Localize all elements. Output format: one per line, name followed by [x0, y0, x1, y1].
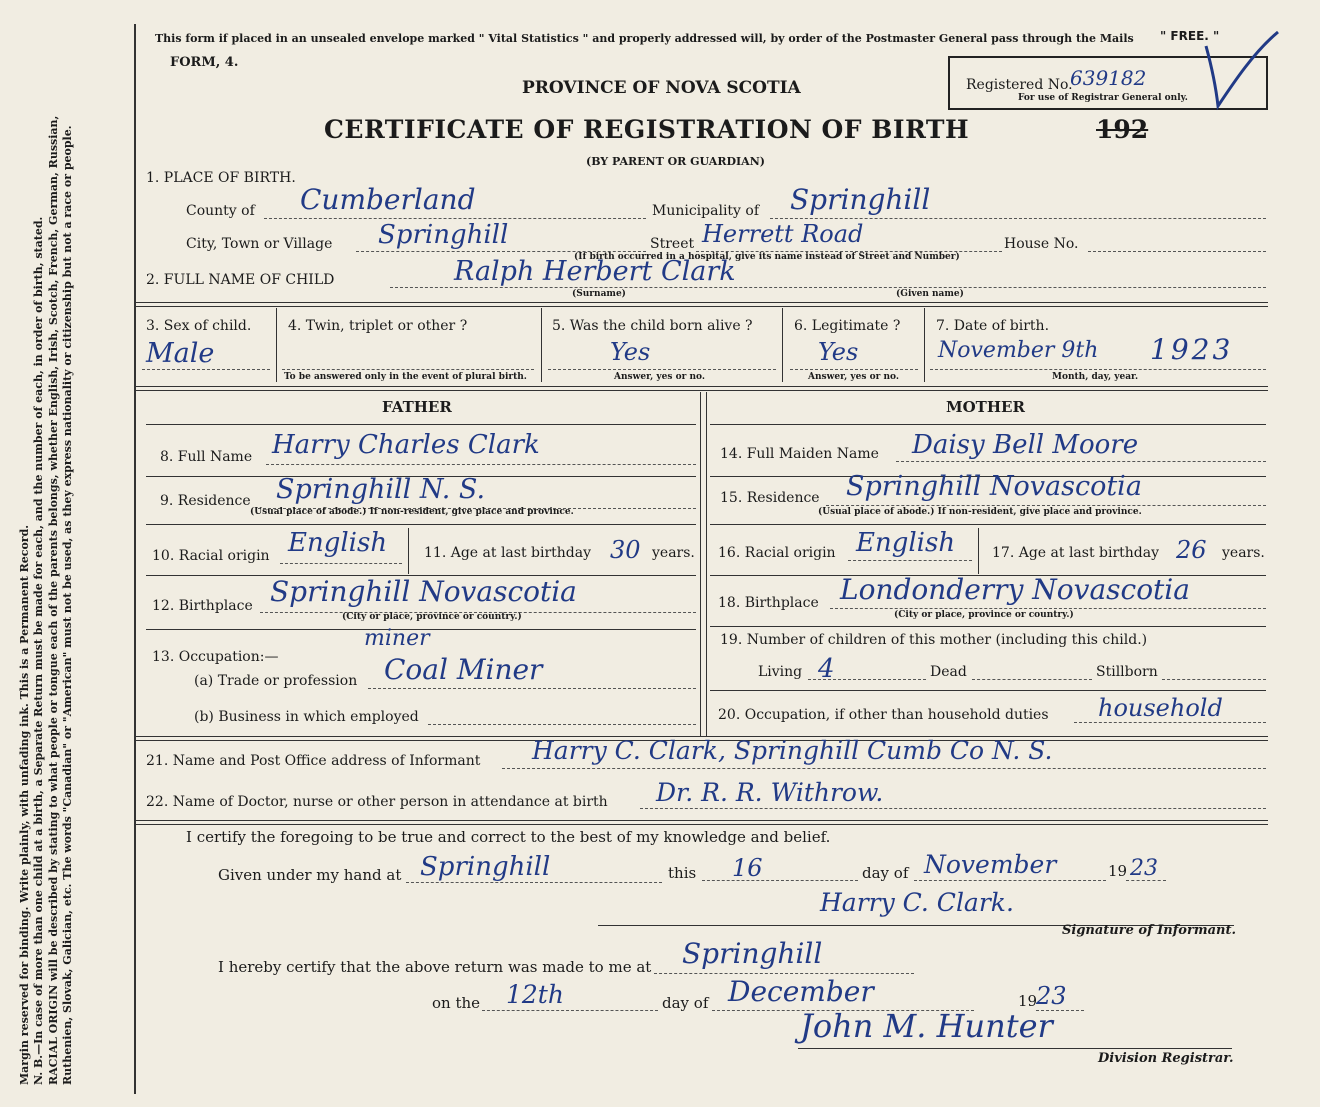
father-heading-rule	[146, 424, 696, 425]
given-place-value: Springhill	[420, 852, 551, 882]
mother-heading: MOTHER	[946, 398, 1025, 416]
registrar-note: For use of Registrar General only.	[1018, 93, 1188, 103]
margin-line-3: RACIAL ORIGIN will be described by stating to what people or tongue each of the parents belongs, whether English, Irish, Scotch, French, German, Russian,	[46, 115, 60, 1085]
alive-label: 5. Was the child born alive ?	[552, 318, 753, 334]
margin-line-1: Margin reserved for binding. Write plainly, with unfading ink. This is a Permanent Record.	[18, 524, 31, 1085]
father-years-label: years.	[652, 545, 695, 561]
registrar-year-prefix: 19	[1018, 992, 1038, 1010]
trade-label: (a) Trade or profession	[194, 673, 358, 689]
legitimate-line	[790, 369, 918, 370]
stillborn-label: Stillborn	[1096, 664, 1158, 680]
father-birthplace-label: 12. Birthplace	[152, 598, 253, 614]
mother-residence-value: Springhill Novascotia	[846, 471, 1142, 502]
informant-value: Harry C. Clark, Springhill Cumb Co N. S.	[532, 736, 1053, 765]
father-racial-value: English	[288, 528, 388, 558]
printed-year: 192	[1096, 115, 1149, 144]
legitimate-value: Yes	[818, 338, 859, 366]
registrar-caption: Division Registrar.	[1098, 1051, 1234, 1066]
municipality-line	[770, 218, 1266, 219]
dob-label: 7. Date of birth.	[936, 318, 1050, 334]
municipality-label: Municipality of	[652, 203, 760, 219]
mother-row-rule-2	[710, 524, 1266, 525]
dob-month-day: November 9th	[938, 338, 1099, 363]
registrar-day-of-label: day of	[662, 994, 709, 1012]
trade-line	[368, 688, 696, 689]
registrar-signature-line	[798, 1048, 1232, 1049]
sex-value: Male	[146, 338, 215, 369]
father-residence-value: Springhill N. S.	[276, 474, 486, 505]
registrar-statement: I hereby certify that the above return was made to me at	[218, 958, 652, 976]
street-label: Street	[650, 236, 695, 252]
mother-residence-note: (Usual place of abode.) If non-resident, give place and province.	[818, 507, 1142, 517]
legitimate-label: 6. Legitimate ?	[794, 318, 901, 334]
margin-line-2: N. B.—In case of more than one child at a birth, a Separate Return must be made for each, and the number of each, in order of birth, stated.	[32, 216, 46, 1085]
county-label: County of	[186, 203, 255, 219]
divider-2	[136, 386, 1268, 391]
informant-label: 21. Name and Post Office address of Informant	[146, 753, 481, 769]
father-heading: FATHER	[382, 398, 452, 416]
children-label: 19. Number of children of this mother (including this child.)	[720, 632, 1148, 648]
mother-row-rule-4	[710, 626, 1266, 627]
dob-line	[930, 369, 1266, 370]
father-racial-line	[280, 563, 402, 564]
municipality-value: Springhill	[790, 183, 931, 216]
margin-instructions	[18, 25, 128, 1085]
registrar-place-line	[654, 973, 914, 974]
child-name-label: 2. FULL NAME OF CHILD	[146, 272, 335, 288]
county-value: Cumberland	[300, 183, 476, 216]
mother-row-rule-5	[710, 690, 1266, 691]
street-value: Herrett Road	[702, 220, 864, 248]
mother-racial-sep	[978, 528, 979, 574]
mother-years-label: years.	[1222, 545, 1265, 561]
given-year-prefix: 19	[1108, 862, 1128, 880]
father-name-label: 8. Full Name	[160, 449, 253, 465]
doctor-value: Dr. R. R. Withrow.	[656, 778, 884, 807]
divider-1	[136, 302, 1268, 307]
child-name-value: Ralph Herbert Clark	[454, 256, 736, 287]
margin-line-4: Ruthenien, Slovak, Galician, etc. The words "Canadian" or "American" must not be used, as they express nationality or citizenship but not a race or people.	[60, 125, 74, 1085]
mother-residence-label: 15. Residence	[720, 490, 820, 506]
sex-line	[142, 369, 270, 370]
mother-age-label: 17. Age at last birthday	[992, 545, 1160, 561]
certificate-title: CERTIFICATE OF REGISTRATION OF BIRTH	[324, 115, 970, 144]
given-year-line	[1126, 880, 1166, 881]
mother-name-label: 14. Full Maiden Name	[720, 446, 879, 462]
house-label: House No.	[1004, 236, 1079, 252]
registrar-month-value: December	[728, 975, 874, 1008]
doctor-line	[640, 808, 1266, 809]
living-label: Living	[758, 664, 803, 680]
registrar-place-value: Springhill	[682, 937, 823, 970]
mother-birthplace-line	[830, 608, 1266, 609]
given-day-of-label: day of	[862, 864, 909, 882]
dead-label: Dead	[930, 664, 967, 680]
given-place-line	[406, 882, 662, 883]
parent-col-sep-b	[706, 392, 707, 736]
twin-line	[282, 369, 534, 370]
informant-signature-caption: Signature of Informant.	[1062, 923, 1236, 938]
father-name-value: Harry Charles Clark	[272, 430, 540, 460]
given-name-caption: (Given name)	[896, 289, 964, 299]
registrar-on-the-label: on the	[432, 994, 481, 1012]
father-name-line	[266, 464, 696, 465]
registered-label: Registered No.	[966, 77, 1073, 93]
alive-note: Answer, yes or no.	[614, 372, 705, 382]
mother-name-value: Daisy Bell Moore	[912, 430, 1139, 460]
father-birthplace-value: Springhill Novascotia	[270, 575, 577, 608]
alive-line	[548, 369, 776, 370]
registrar-day-line	[482, 1010, 658, 1011]
registrar-day-value: 12th	[506, 980, 564, 1009]
certify-statement: I certify the foregoing to be true and correct to the best of my knowledge and belief.	[186, 828, 831, 846]
informant-signature: Harry C. Clark.	[820, 888, 1014, 917]
living-value: 4	[818, 654, 835, 684]
mother-name-line	[896, 461, 1266, 462]
mother-heading-rule	[710, 424, 1266, 425]
twin-note: To be answered only in the event of plural birth.	[284, 372, 527, 382]
city-value: Springhill	[378, 220, 509, 250]
form-left-border	[134, 24, 136, 1094]
given-day-value: 16	[732, 854, 763, 882]
mail-note: This form if placed in an unsealed envelope marked " Vital Statistics " and properly addressed will, by order of the Postmaster General pass through the Mails	[155, 32, 1134, 45]
col-sep-2	[541, 308, 542, 382]
dob-year: 1923	[1150, 333, 1234, 366]
father-occupation-above: miner	[364, 626, 430, 651]
given-year-suffix: 23	[1130, 856, 1158, 881]
registrar-year-suffix: 23	[1036, 982, 1067, 1010]
father-age-value: 30	[610, 536, 641, 564]
business-label: (b) Business in which employed	[194, 709, 419, 725]
father-residence-note: (Usual place of abode.) If non-resident, give place and province.	[250, 507, 574, 517]
dob-note: Month, day, year.	[1052, 372, 1139, 382]
father-age-label: 11. Age at last birthday	[424, 545, 592, 561]
certificate-subtitle: (BY PARENT OR GUARDIAN)	[586, 155, 765, 168]
given-month-line	[914, 880, 1106, 881]
given-under-label: Given under my hand at	[218, 866, 402, 884]
city-label: City, Town or Village	[186, 236, 333, 252]
mother-racial-line	[848, 560, 972, 561]
informant-line	[502, 768, 1266, 769]
given-day-line	[702, 880, 858, 881]
divider-4	[136, 820, 1268, 825]
hospital-note: (If birth occurred in a hospital, give its name instead of Street and Number)	[574, 252, 960, 262]
sex-label: 3. Sex of child.	[146, 318, 252, 334]
mother-racial-value: English	[856, 528, 956, 558]
form-number: FORM, 4.	[170, 55, 239, 70]
legitimate-note: Answer, yes or no.	[808, 372, 899, 382]
given-month-value: November	[924, 850, 1057, 879]
free-label: " FREE. "	[1160, 29, 1220, 43]
father-birthplace-note: (City or place, province or country.)	[342, 612, 522, 622]
child-name-line	[390, 287, 1266, 288]
mother-racial-label: 16. Racial origin	[718, 545, 836, 561]
parent-col-sep-a	[700, 392, 701, 736]
mother-residence-line	[826, 505, 1266, 506]
surname-caption: (Surname)	[572, 289, 626, 299]
twin-label: 4. Twin, triplet or other ?	[288, 318, 468, 334]
registrar-signature: John M. Hunter	[800, 1007, 1053, 1045]
mother-occupation-value: household	[1098, 694, 1223, 722]
alive-value: Yes	[610, 338, 651, 366]
col-sep-3	[782, 308, 783, 382]
house-line	[1088, 251, 1266, 252]
business-line	[428, 724, 696, 725]
col-sep-4	[924, 308, 925, 382]
mother-birthplace-label: 18. Birthplace	[718, 595, 819, 611]
county-line	[264, 218, 646, 219]
place-heading: 1. PLACE OF BIRTH.	[146, 170, 296, 186]
dead-line	[972, 679, 1092, 680]
stillborn-line	[1162, 679, 1266, 680]
doctor-label: 22. Name of Doctor, nurse or other person in attendance at birth	[146, 794, 608, 810]
mother-occupation-label: 20. Occupation, if other than household duties	[718, 707, 1049, 723]
father-row-rule-2	[146, 524, 696, 525]
registration-box	[948, 56, 1268, 110]
mother-age-value: 26	[1176, 536, 1207, 564]
father-residence-label: 9. Residence	[160, 493, 251, 509]
province-heading: PROVINCE OF NOVA SCOTIA	[522, 78, 801, 98]
mother-birthplace-note: (City or place, province or country.)	[894, 610, 1074, 620]
registered-number: 639182	[1070, 66, 1147, 90]
father-racial-sep	[408, 528, 409, 574]
mother-occupation-line	[1074, 722, 1266, 723]
mother-birthplace-value: Londonderry Novascotia	[840, 573, 1190, 606]
trade-value: Coal Miner	[384, 653, 543, 686]
father-occupation-label: 13. Occupation:—	[152, 649, 279, 665]
father-racial-label: 10. Racial origin	[152, 548, 270, 564]
col-sep-1	[276, 308, 277, 382]
this-label: this	[668, 864, 697, 882]
check-mark-icon	[1198, 28, 1282, 112]
